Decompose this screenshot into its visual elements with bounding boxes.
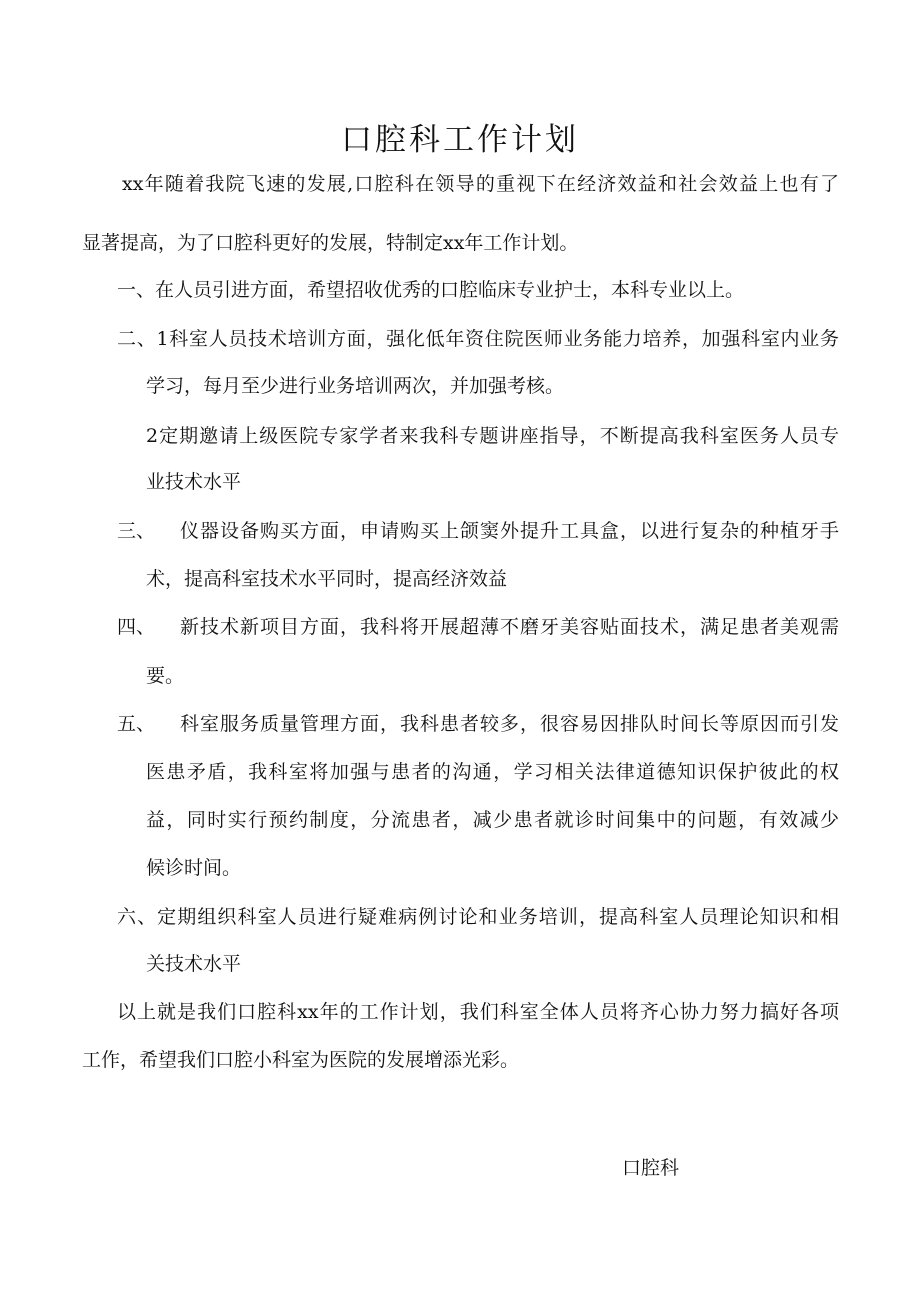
- item-2-line-4: 业技术水平: [146, 471, 242, 493]
- item-5-line-4: 候诊时间。: [146, 857, 242, 879]
- item-2-line-3: 2定期邀请上级医院专家学者来我科专题讲座指导，不断提高我科室医务人员专: [146, 425, 839, 447]
- item-5-line-2: 医患矛盾，我科室将加强与患者的沟通，学习相关法律道德知识保护彼此的权: [146, 761, 839, 783]
- item-3-line-2: 术，提高科室技术水平同时，提高经济效益: [146, 568, 508, 590]
- item-5-number: 五、: [117, 713, 156, 735]
- item-4-line-1: 新技术新项目方面，我科将开展超薄不磨牙美容贴面技术，满足患者美观需: [180, 616, 839, 638]
- item-5-line-1: 科室服务质量管理方面，我科患者较多，很容易因排队时间长等原因而引发: [180, 713, 839, 735]
- item-6-line-2: 关技术水平: [146, 953, 242, 975]
- item-2-line-1: 二、1科室人员技术培训方面，强化低年资住院医师业务能力培养，加强科室内业务: [117, 328, 839, 350]
- signature: 口腔科: [622, 1157, 680, 1179]
- item-3-number: 三、: [117, 520, 156, 542]
- item-4-number: 四、: [117, 616, 156, 638]
- item-4-line-2: 要。: [146, 665, 185, 687]
- intro-line-2: 显著提高，为了口腔科更好的发展，特制定xx年工作计划。: [82, 232, 579, 254]
- document-title: 口腔科工作计划: [341, 122, 579, 158]
- item-6-line-1: 六、定期组织科室人员进行疑难病例讨论和业务培训，提高科室人员理论知识和相: [117, 906, 839, 928]
- closing-line-1: 以上就是我们口腔科xx年的工作计划，我们科室全体人员将齐心协力努力搞好各项: [117, 1001, 839, 1023]
- item-3-line-1: 仪器设备购买方面，申请购买上颌窦外提升工具盒，以进行复杂的种植牙手: [180, 520, 839, 542]
- item-2-line-2: 学习，每月至少进行业务培训两次，并加强考核。: [146, 375, 565, 397]
- item-1-line-1: 一、在人员引进方面，希望招收优秀的口腔临床专业护士，本科专业以上。: [117, 279, 745, 301]
- closing-line-2: 工作，希望我们口腔小科室为医院的发展增添光彩。: [82, 1049, 520, 1071]
- item-5-line-3: 益，同时实行预约制度，分流患者，减少患者就诊时间集中的问题，有效减少: [146, 809, 839, 831]
- intro-line-1: xx年随着我院飞速的发展,口腔科在领导的重视下在经济效益和社会效益上也有了: [122, 173, 839, 195]
